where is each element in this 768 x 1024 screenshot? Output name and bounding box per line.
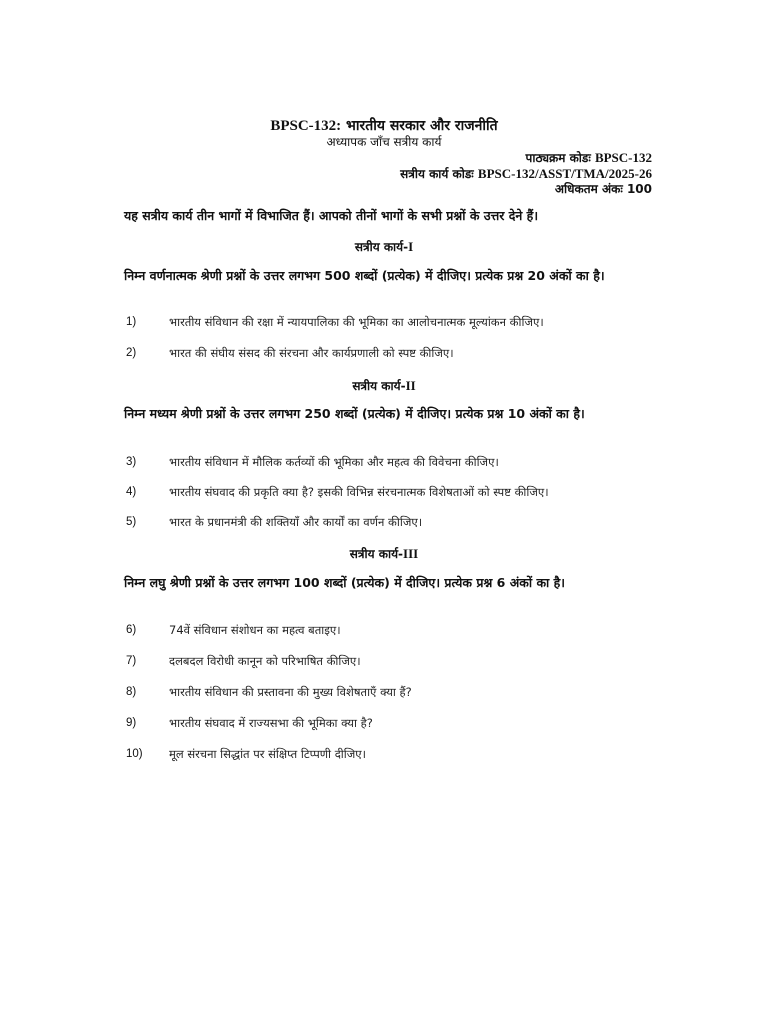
- section-heading-2: [0, 377, 768, 394]
- assignment-code-value: BPSC-132/ASST/TMA/2025-26: [477, 166, 652, 181]
- question-text: भारतीय संघवाद की प्रकृति क्या है? इसकी विभिन्न संरचनात्मक विशेषताओं को स्पष्ट कीजिए।: [169, 485, 549, 499]
- section-3-instruction: निम्न लघु श्रेणी प्रश्नों के उत्तर लगभग 100 शब्दों (प्रत्येक) में दीजिए। प्रत्येक प्रश्न 6 अंकों का है।: [124, 575, 566, 590]
- course-code-label: पाठ्यक्रम कोडः: [525, 151, 591, 165]
- section-heading-3: [0, 545, 768, 562]
- question-number: 7): [126, 655, 137, 667]
- question-number: 2): [126, 347, 137, 359]
- max-marks-value: 100: [626, 182, 652, 196]
- question-number: 9): [126, 717, 137, 729]
- question-number: 3): [126, 456, 137, 468]
- title-course-code: BPSC-132:: [270, 118, 342, 134]
- question-number: 1): [126, 316, 137, 328]
- question-text: मूल संरचना सिद्धांत पर संक्षिप्त टिप्पणी दीजिए।: [169, 747, 367, 761]
- question-text: भारत के प्रधानमंत्री की शक्तियाँ और कार्यों का वर्णन कीजिए।: [169, 515, 423, 529]
- max-marks-line: [555, 180, 652, 197]
- section-heading-label: सत्रीय कार्य-: [354, 240, 409, 254]
- intro-text: यह सत्रीय कार्य तीन भागों में विभाजित हैं। आपको तीनों भागों के सभी प्रश्नों के उत्तर देने हैं।: [124, 208, 539, 223]
- question-text: दलबदल विरोधी कानून को परिभाषित कीजिए।: [169, 654, 361, 668]
- section-heading-1: [0, 238, 768, 255]
- course-code-line: [526, 149, 652, 166]
- question-text: 74वें संविधान संशोधन का महत्व बताइए।: [169, 623, 341, 637]
- question-text: भारतीय संविधान में मौलिक कर्तव्यों की भूमिका और महत्व की विवेचना कीजिए।: [169, 455, 499, 469]
- section-1-instruction: निम्न वर्णनात्मक श्रेणी प्रश्नों के उत्तर लगभग 500 शब्दों (प्रत्येक) में दीजिए। प्रत्येक प्रश्न 20 अंकों का है।: [124, 268, 605, 283]
- assignment-code-label: सत्रीय कार्य कोडः: [400, 167, 474, 181]
- section-heading-numeral: I: [408, 239, 414, 254]
- section-2-instruction: निम्न मध्यम श्रेणी प्रश्नों के उत्तर लगभग 250 शब्दों (प्रत्येक) में दीजिए। प्रत्येक प्रश्न 10 अंकों का है।: [124, 406, 585, 421]
- question-number: 10): [126, 748, 143, 760]
- max-marks-label: अधिकतम अंकः: [554, 182, 623, 196]
- document-subtitle: अध्यापक जाँच सत्रीय कार्य: [326, 135, 442, 149]
- question-number: 6): [126, 624, 137, 636]
- question-number: 4): [126, 486, 137, 498]
- section-heading-label: सत्रीय कार्य-: [349, 547, 404, 561]
- section-heading-label: सत्रीय कार्य-: [352, 379, 406, 393]
- section-heading-numeral: II: [405, 378, 416, 393]
- question-text: भारतीय संविधान की रक्षा में न्यायपालिका की भूमिका का आलोचनात्मक मूल्यांकन कीजिए।: [169, 315, 544, 329]
- section-heading-numeral: III: [403, 546, 419, 561]
- question-text: भारतीय संविधान की प्रस्तावना की मुख्य विशेषताएँ क्या हैं?: [169, 685, 412, 699]
- question-text: भारतीय संघवाद में राज्यसभा की भूमिका क्या है?: [169, 716, 373, 730]
- question-number: 8): [126, 686, 137, 698]
- title-course-name: भारतीय सरकार और राजनीति: [346, 118, 498, 134]
- question-number: 5): [126, 516, 137, 528]
- question-text: भारत की संघीय संसद की संरचना और कार्यप्रणाली को स्पष्ट कीजिए।: [169, 346, 454, 360]
- course-code-value: BPSC-132: [594, 150, 652, 165]
